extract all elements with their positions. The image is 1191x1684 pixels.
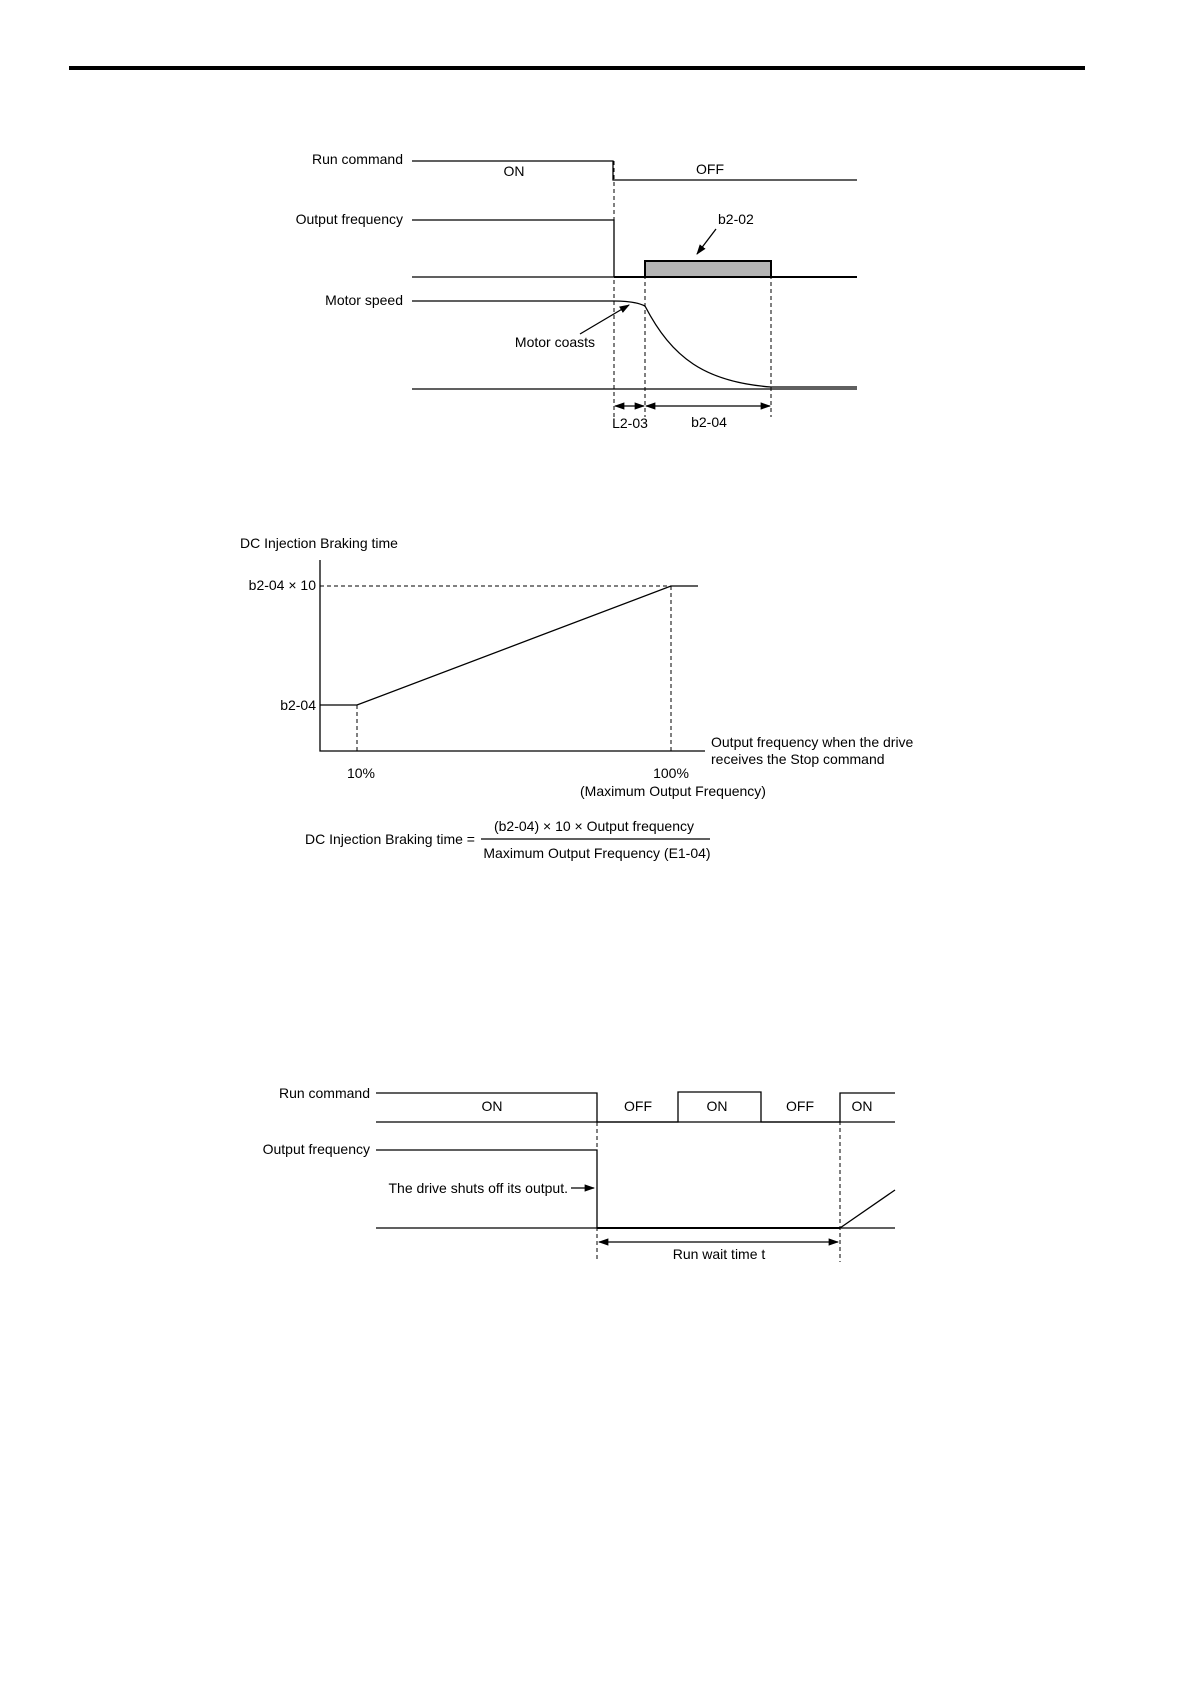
d1-b2-04-label: b2-04 [691, 414, 727, 430]
dc-braking-time-graph [240, 535, 914, 861]
d3-on-3: ON [851, 1098, 873, 1114]
d3-off-1: OFF [624, 1098, 652, 1114]
d1-b2-02-label: b2-02 [718, 211, 754, 227]
d3-output-ramp [840, 1190, 895, 1228]
d2-y-tick-top: b2-04 × 10 [248, 577, 316, 593]
d2-formula-lhs: DC Injection Braking time = [304, 831, 475, 847]
d3-on-2: ON [706, 1098, 728, 1114]
d2-axes [320, 560, 705, 751]
d3-run-wait-label: Run wait time t [672, 1246, 766, 1262]
d3-run-command-label: Run command [278, 1085, 370, 1101]
d1-run-command-signal [412, 161, 857, 180]
d1-on-label: ON [503, 163, 525, 179]
d2-formula-numerator: (b2-04) × 10 × Output frequency [493, 818, 695, 834]
d1-motor-coasts-arrow [580, 305, 629, 334]
d1-l2-03-label: L2-03 [612, 415, 648, 431]
d1-output-frequency-signal [412, 220, 614, 277]
d2-y-axis-title: DC Injection Braking time [240, 535, 398, 551]
d1-motor-coasts-label: Motor coasts [514, 334, 596, 350]
d1-b2-02-arrow [697, 229, 716, 254]
d2-x-tick-100: 100% [653, 765, 689, 781]
d1-off-label: OFF [696, 161, 724, 177]
d2-x-tick-10: 10% [346, 765, 376, 781]
d3-off-2: OFF [786, 1098, 814, 1114]
d2-x-axis-label-line1: Output frequency when the drive [711, 734, 914, 750]
d3-shutoff-note: The drive shuts off its output. [388, 1180, 568, 1196]
d2-x-axis-label-line2: receives the Stop command [711, 751, 885, 767]
d3-on-1: ON [481, 1098, 503, 1114]
d1-output-frequency-label: Output frequency [295, 211, 403, 227]
d1-motor-speed-curve [412, 301, 857, 387]
d2-x-tick-100-sub: (Maximum Output Frequency) [580, 783, 766, 799]
d1-dc-braking-block [645, 261, 771, 277]
d2-formula-denominator: Maximum Output Frequency (E1-04) [483, 845, 711, 861]
d3-output-frequency-label: Output frequency [262, 1141, 370, 1157]
d2-y-tick-bottom: b2-04 [280, 697, 316, 713]
coast-dc-braking-timing-chart [296, 151, 857, 431]
d2-braking-time-line [320, 586, 698, 705]
d1-run-command-label: Run command [311, 151, 403, 167]
d1-motor-speed-label: Motor speed [325, 292, 403, 308]
run-wait-time-chart [263, 1085, 895, 1262]
